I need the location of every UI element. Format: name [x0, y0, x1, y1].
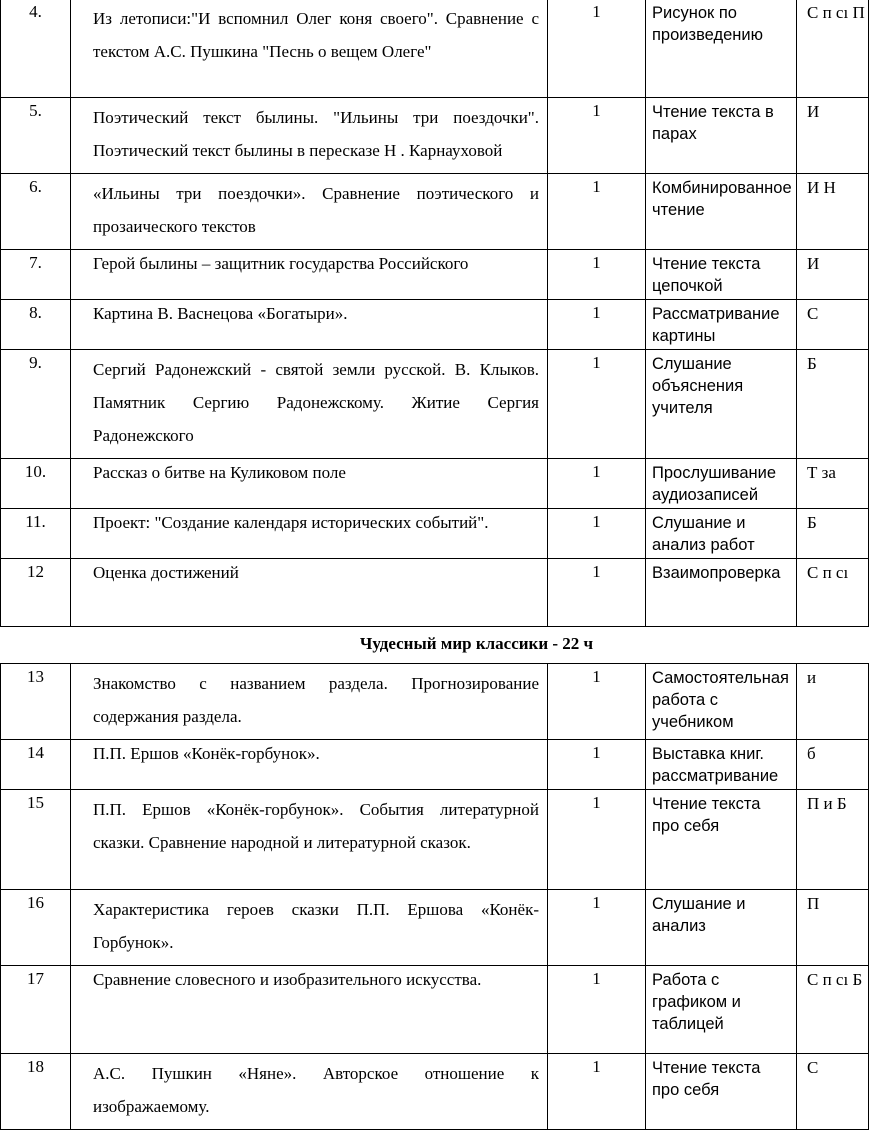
lesson-topic: Из летописи:"И вспомнил Олег коня своего". Сравнение с текстом А.С. Пушкина "Песнь о вещем Олеге"	[71, 0, 548, 98]
lesson-hours: 1	[548, 300, 646, 350]
lesson-number: 4.	[1, 0, 71, 98]
lesson-hours: 1	[548, 0, 646, 98]
table-row	[1, 966, 869, 1054]
lesson-number: 18	[1, 1054, 71, 1130]
lesson-activity: Чтение текста в парах	[646, 98, 797, 174]
table-row	[1, 300, 869, 350]
lesson-hours: 1	[548, 350, 646, 459]
lesson-extra: Б	[797, 509, 869, 559]
table-row	[1, 790, 869, 890]
lesson-hours: 1	[548, 509, 646, 559]
lesson-number: 14	[1, 740, 71, 790]
section-row	[1, 627, 869, 664]
lesson-extra: И Н	[797, 174, 869, 250]
table-row	[1, 509, 869, 559]
lesson-topic: Характеристика героев сказки П.П. Ершова «Конёк-Горбунок».	[71, 890, 548, 966]
lesson-number: 10.	[1, 459, 71, 509]
table-row	[1, 250, 869, 300]
lesson-number: 5.	[1, 98, 71, 174]
lesson-activity: Слушание и анализ работ	[646, 509, 797, 559]
lesson-number: 17	[1, 966, 71, 1054]
lesson-extra: С п сı Б	[797, 966, 869, 1054]
lesson-extra: П	[797, 890, 869, 966]
lesson-activity: Слушание и анализ	[646, 890, 797, 966]
lesson-topic: Картина В. Васнецова «Богатыри».	[71, 300, 548, 350]
lesson-activity: Рисунок по произведению	[646, 0, 797, 98]
lesson-activity: Чтение текста про себя	[646, 790, 797, 890]
lesson-number: 11.	[1, 509, 71, 559]
lesson-topic: «Ильины три поездочки». Сравнение поэтического и прозаического текстов	[71, 174, 548, 250]
lesson-activity: Чтение текста цепочкой	[646, 250, 797, 300]
table-row	[1, 174, 869, 250]
lesson-activity: Рассматривание картины	[646, 300, 797, 350]
lesson-topic: Оценка достижений	[71, 559, 548, 627]
lesson-hours: 1	[548, 890, 646, 966]
lesson-number: 6.	[1, 174, 71, 250]
lesson-hours: 1	[548, 174, 646, 250]
lesson-hours: 1	[548, 966, 646, 1054]
lesson-extra: и	[797, 664, 869, 740]
lesson-extra: И	[797, 250, 869, 300]
section-title: Чудесный мир классики - 22 ч	[359, 634, 594, 653]
lesson-hours: 1	[548, 790, 646, 890]
lesson-extra: С	[797, 300, 869, 350]
lesson-extra: С п сı П	[797, 0, 869, 98]
lesson-topic: П.П. Ершов «Конёк-горбунок».	[71, 740, 548, 790]
lesson-topic: Сергий Радонежский - святой земли русской. В. Клыков. Памятник Сергию Радонежскому. Житие Сергия Радонежского	[71, 350, 548, 459]
lesson-activity: Самостоятельная работа с учебником	[646, 664, 797, 740]
section-cell	[1, 627, 869, 664]
lesson-activity: Комбинированное чтение	[646, 174, 797, 250]
lesson-number: 16	[1, 890, 71, 966]
lesson-extra: П и Б	[797, 790, 869, 890]
lesson-topic: А.С. Пушкин «Няне». Авторское отношение к изображаемому.	[71, 1054, 548, 1130]
lesson-hours: 1	[548, 664, 646, 740]
lesson-hours: 1	[548, 459, 646, 509]
lesson-activity: Слушание объяснения учителя	[646, 350, 797, 459]
table-row	[1, 350, 869, 459]
lesson-topic: Проект: "Создание календаря исторических событий".	[71, 509, 548, 559]
lesson-number: 7.	[1, 250, 71, 300]
lesson-topic: Знакомство с названием раздела. Прогнозирование содержания раздела.	[71, 664, 548, 740]
lesson-hours: 1	[548, 1054, 646, 1130]
lesson-number: 12	[1, 559, 71, 627]
table-row	[1, 890, 869, 966]
lesson-activity: Взаимопроверка	[646, 559, 797, 627]
lesson-hours: 1	[548, 559, 646, 627]
lesson-plan-body	[1, 0, 869, 1130]
lesson-topic: Сравнение словесного и изобразительного искусства.	[71, 966, 548, 1054]
lesson-number: 9.	[1, 350, 71, 459]
table-row	[1, 98, 869, 174]
lesson-extra: И	[797, 98, 869, 174]
lesson-number: 8.	[1, 300, 71, 350]
table-row	[1, 559, 869, 627]
lesson-topic: Поэтический текст былины. "Ильины три поездочки". Поэтический текст былины в пересказе Н . Карнауховой	[71, 98, 548, 174]
lesson-activity: Прослушивание аудиозаписей	[646, 459, 797, 509]
lesson-extra: Т за	[797, 459, 869, 509]
lesson-extra: б	[797, 740, 869, 790]
lesson-activity: Выставка книг. рассматривание	[646, 740, 797, 790]
lesson-hours: 1	[548, 250, 646, 300]
lesson-number: 13	[1, 664, 71, 740]
lesson-extra: С п сı	[797, 559, 869, 627]
lesson-activity: Чтение текста про себя	[646, 1054, 797, 1130]
lesson-topic: П.П. Ершов «Конёк-горбунок». События литературной сказки. Сравнение народной и литературной сказок.	[71, 790, 548, 890]
lesson-topic: Рассказ о битве на Куликовом поле	[71, 459, 548, 509]
lesson-activity: Работа с графиком и таблицей	[646, 966, 797, 1054]
table-row	[1, 459, 869, 509]
lesson-number: 15	[1, 790, 71, 890]
table-row	[1, 740, 869, 790]
lesson-topic: Герой былины – защитник государства Российского	[71, 250, 548, 300]
table-row	[1, 1054, 869, 1130]
lesson-extra: Б	[797, 350, 869, 459]
table-row	[1, 0, 869, 98]
lesson-hours: 1	[548, 740, 646, 790]
lesson-extra: С	[797, 1054, 869, 1130]
table-row	[1, 664, 869, 740]
lesson-hours: 1	[548, 98, 646, 174]
